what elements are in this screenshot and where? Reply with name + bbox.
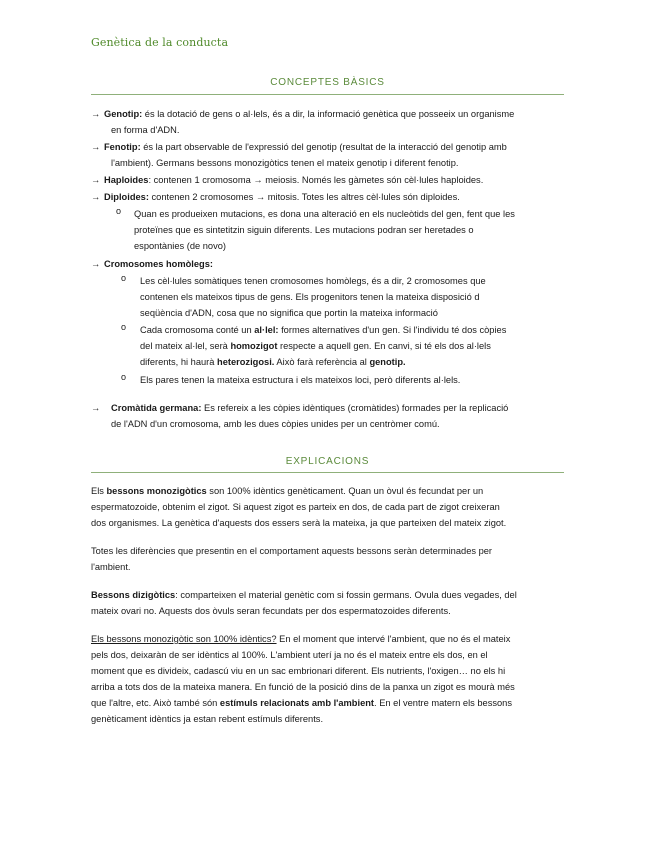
- bullet-icon: o: [121, 273, 127, 283]
- arrow-icon: →: [91, 259, 101, 269]
- arrow-icon: →: [91, 192, 101, 202]
- bullet-homolegs-3: Els pares tenen la mateixa estructura i els mateixos loci, però diferents al·lels.: [140, 375, 461, 385]
- section-divider: [91, 94, 564, 95]
- bullet-homolegs-2: Cada cromosoma conté un al·lel: formes alternatives d'un gen. Si l'individu té dos còpies del mateix al·lel, serà homozigot respecte a aquell gen. En canvi, si té els dos al·lels diferents, hi haurà heterozigosi. Això farà referència al genotip.: [140, 325, 507, 367]
- bullet-icon: o: [121, 322, 127, 332]
- arrow-icon: →: [91, 403, 101, 413]
- arrow-icon: →: [91, 175, 101, 185]
- bullet-icon: o: [116, 206, 122, 216]
- document-title: Genètica de la conducta: [91, 36, 229, 49]
- paragraph-monozigotics: Els bessons monozigòtics son 100% idèntics genèticament. Quan un òvul és fecundat per un espermatozoide, obtenim el zigot. Si aquest zigot es parteix en dos, de cada part de zigot creixeran dos organismes. La genètica d'aquests dos essers serà la mateixa, ja que parteixen del mateix zigot.: [91, 486, 507, 528]
- arrow-icon: →: [91, 142, 101, 152]
- section-title-conceptes: CONCEPTES BÀSICS: [270, 77, 385, 88]
- definition-cromatida-germana: → Cromàtida germana: Es refereix a les còpies idèntiques (cromàtides) formades per la replicació de l'ADN d'un cromosoma, amb les dues còpies unides per un centròmer comú.: [91, 400, 564, 432]
- bullet-icon: o: [121, 372, 127, 382]
- arrow-icon: →: [91, 109, 101, 119]
- definition-genotip: → Genotip: és la dotació de gens o al·lels, és a dir, la informació genètica que posseeix un organisme en forma d'ADN.: [91, 106, 564, 138]
- definition-diploides: → Diploides: contenen 2 cromosomes → mitosis. Totes les altres cèl·lules són diploides.: [91, 189, 564, 205]
- paragraph-diferencies: Totes les diferències que presentin en el comportament aquests bessons seràn determinades per l'ambient.: [91, 546, 493, 572]
- definition-haploides: → Haploides: contenen 1 cromosoma → meiosis. Només les gàmetes són cèl·lules haploides.: [91, 172, 564, 188]
- definition-fenotip: → Fenotip: és la part observable de l'expressió del genotip (resultat de la interacció del genotip amb l'ambient). Germans bessons monozigòtics tenen el mateix genotip i diferent fenotip.: [91, 139, 564, 171]
- definition-cromosomes-homolegs: → Cromosomes homòlegs:: [91, 256, 564, 272]
- bullet-homolegs-1: Les cèl·lules somàtiques tenen cromosomes homòlegs, és a dir, 2 cromosomes que contenen els mateixos tipus de gens. Els progenitors tenen la mateixa disposició d seqüència d'ADN, cosa que no significa que portin la mateixa informació: [140, 276, 486, 318]
- paragraph-ambient: Els bessons monozigòtic son 100% idèntics? En el moment que intervé l'ambient, que no és el mateix pels dos, deixaràn de ser idèntics al 100%. L'ambient uterí ja no és el mateix entre els dos, en el moment que es divideix, cadascú viu en un sac embrionari diferent. Els nutrients, l'oxigen… no els hi arriba a tots dos de la mateixa manera. En funció de la posició dins de la panxa un zigot es mourà més que l'altre, etc. Això també són estímuls relacionats amb l'ambient. En el ventre matern els bessons genèticament idèntics ja estan rebent estímuls diferents.: [91, 634, 515, 724]
- paragraph-dizigotics: Bessons dizigòtics: comparteixen el material genètic com si fossin germans. Ovula dues vegades, del mateix ovari no. Aquests dos òvuls seran fecundats per dos espermatozoides diferents.: [91, 590, 517, 616]
- bullet-mutacions: Quan es produeixen mutacions, es dona una alteració en els nucleòtids del gen, fent que les proteïnes que es sintetitzin siguin diferents. Les mutacions podran ser heretades o espontànies (de novo): [134, 209, 515, 251]
- section-divider: [91, 472, 564, 473]
- section-title-explicacions: EXPLICACIONS: [285, 456, 370, 467]
